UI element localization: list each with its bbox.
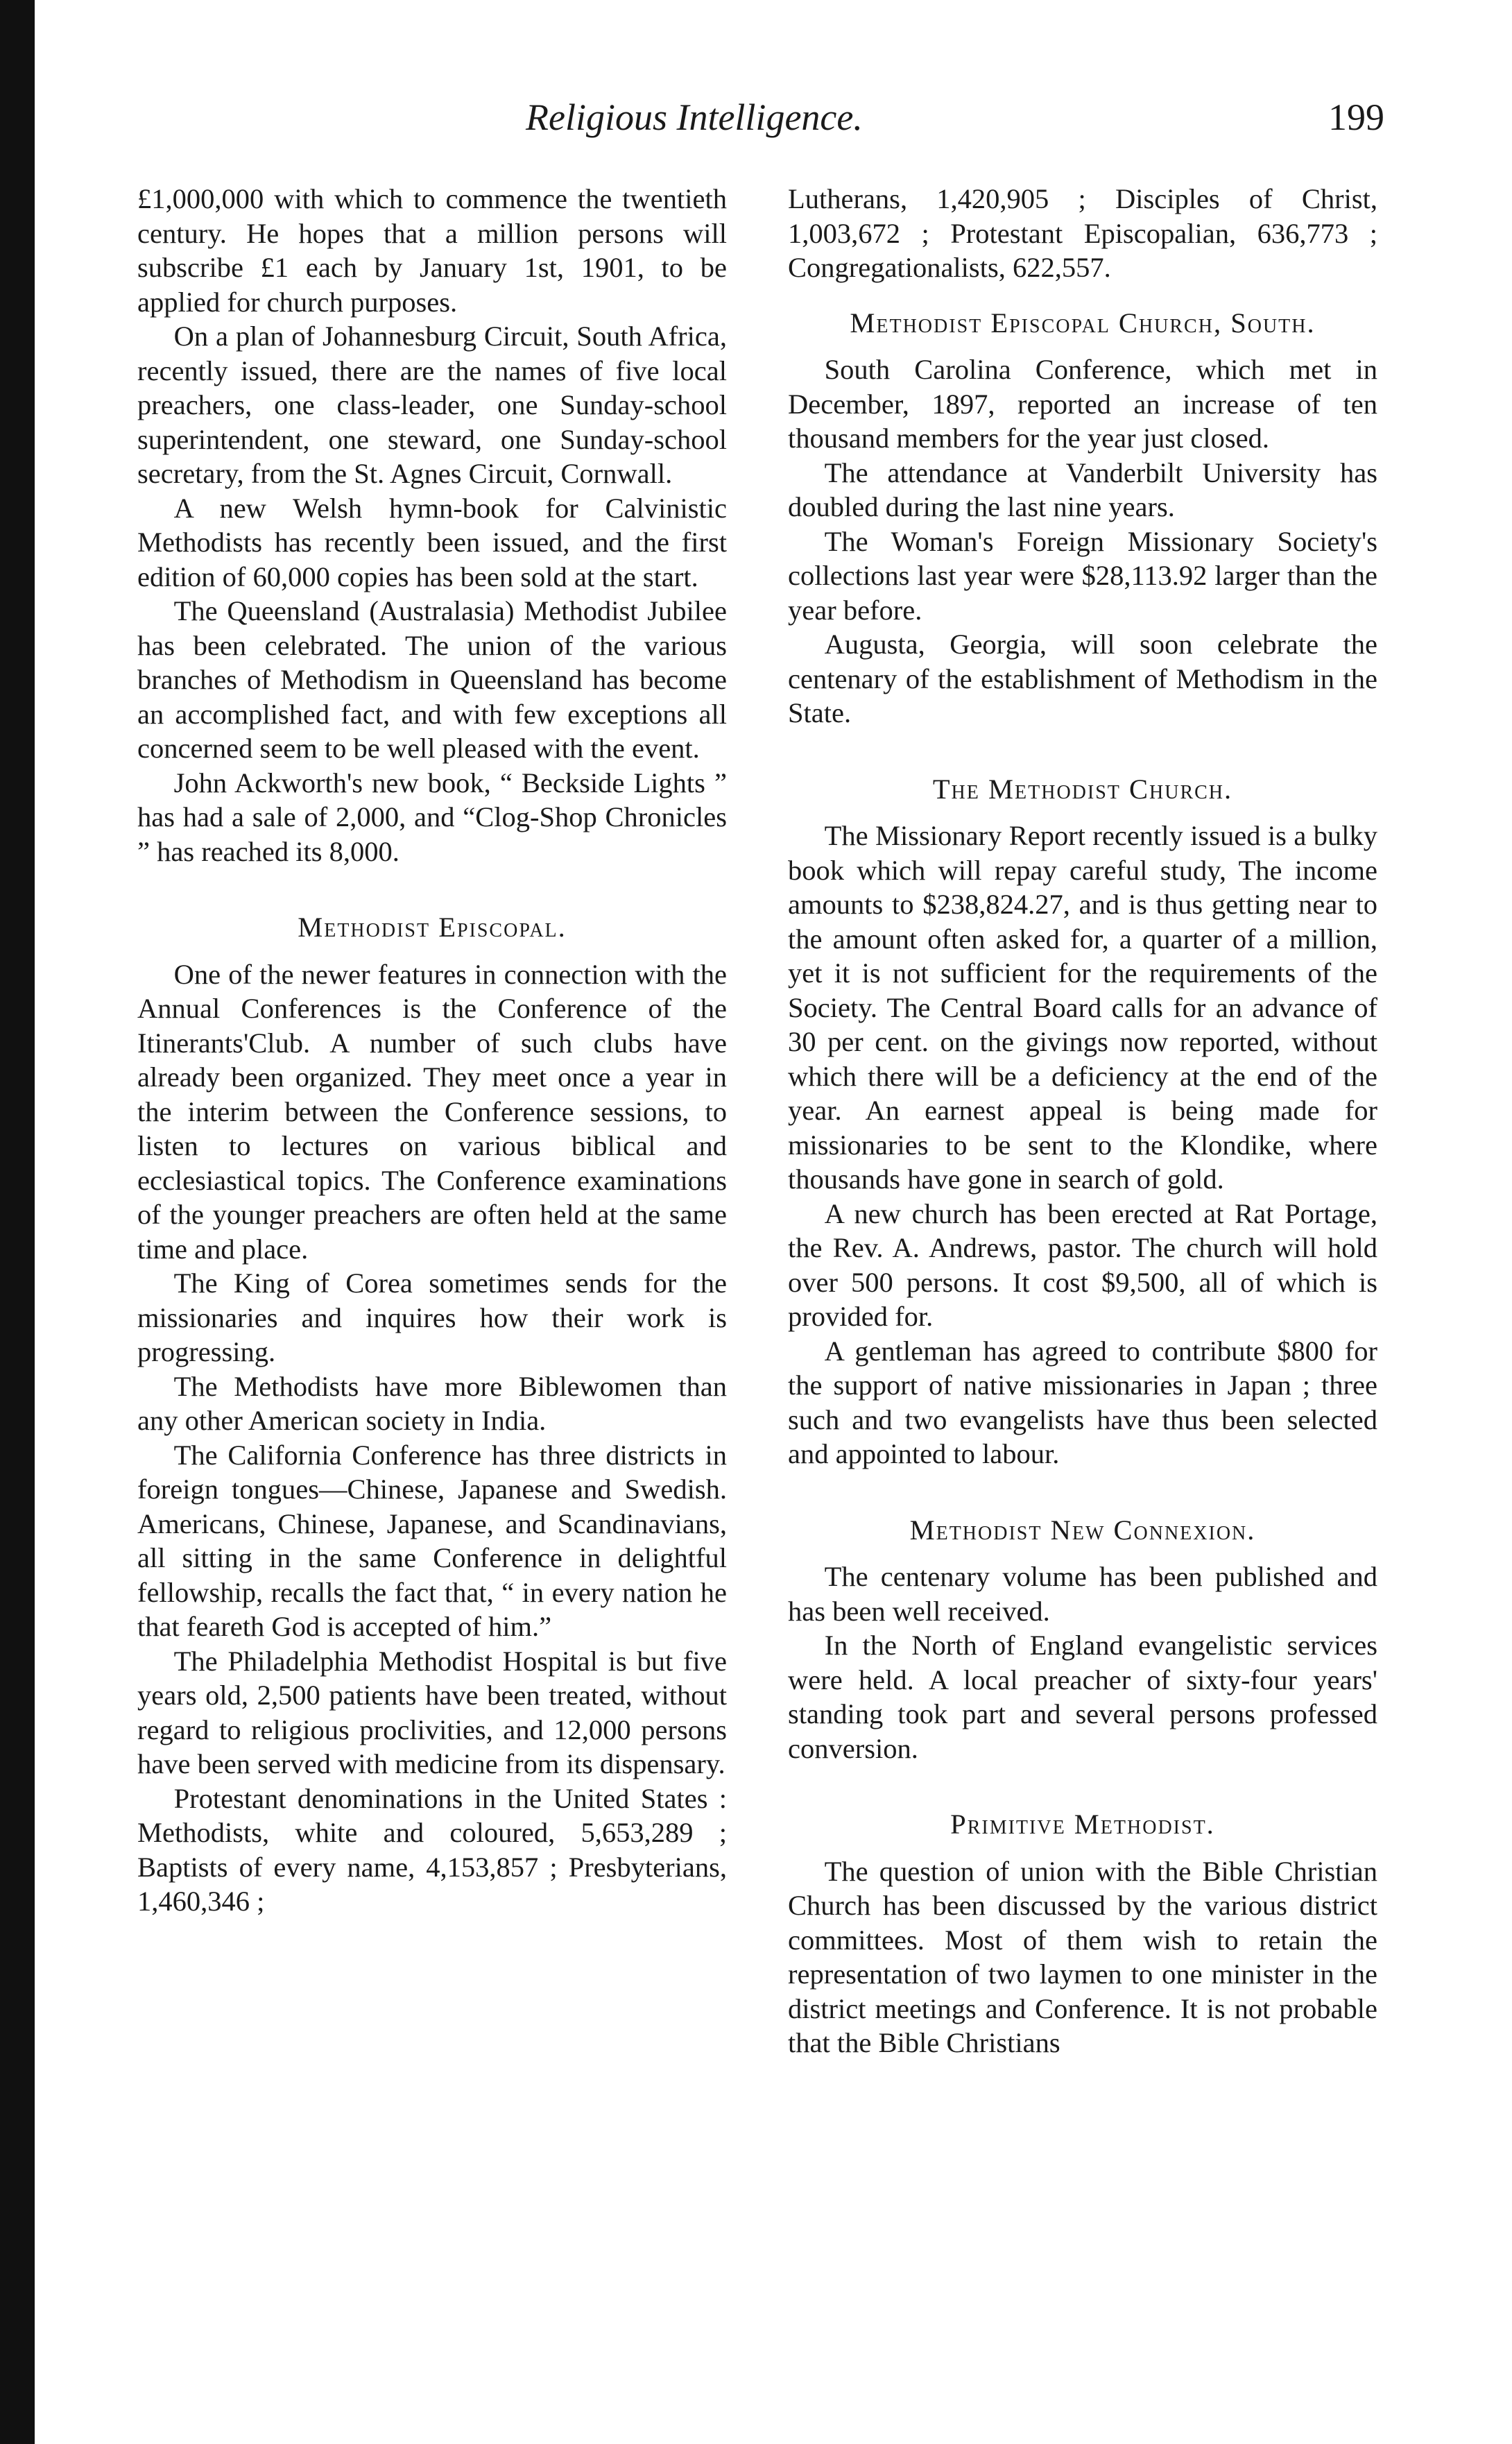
paragraph: A new Welsh hymn-book for Calvinistic Methodists has recently been issued, and the first edition of 60,000 copies has been sold at the start. [137, 492, 727, 592]
page-header [0, 96, 1512, 151]
paragraph: Lutherans, 1,420,905 ; Disciples of Christ, 1,003,672 ; Protestant Episcopalian, 636,773 ; Congregationalists, 622,557. [788, 183, 1377, 283]
paragraph: The Queensland (Australasia) Methodist Jubilee has been celebrated. The union of the various branches of Methodism in Queensland has become an accomplished fact, and with few exceptions all concerned seem to be well pleased with the event. [137, 595, 727, 764]
paragraph: John Ackworth's new book, “ Beckside Lights ” has had a sale of 2,000, and “Clog-Shop Chronicles ” has reached its 8,000. [137, 767, 727, 867]
paragraph: The Philadelphia Methodist Hospital is but five years old, 2,500 patients have been treated, without regard to religious proclivities, and 12,000 persons have been served with medicine from its dispensary. [137, 1645, 727, 1779]
binding-edge [0, 0, 35, 2444]
paragraph: Protestant denominations in the United States : Methodists, white and coloured, 5,653,289 ; Baptists of every name, 4,153,857 ; Presbyterians, 1,460,346 ; [137, 1782, 727, 1917]
paragraph: The question of union with the Bible Christian Church has been discussed by the various district committees. Most of them wish to retain the representation of two laymen to one minister in the district meetings and Conference. It is not probable that the Bible Christians [788, 1855, 1377, 2058]
paragraph: South Carolina Conference, which met in December, 1897, reported an increase of ten thousand members for the year just closed. [788, 354, 1377, 454]
paragraph: Augusta, Georgia, will soon celebrate the centenary of the establishment of Methodism in the State. [788, 629, 1377, 728]
paragraph: A new church has been erected at Rat Portage, the Rev. A. Andrews, pastor. The church will hold over 500 persons. It cost $9,500, all of which is provided for. [788, 1197, 1377, 1332]
paragraph: In the North of England evangelistic services were held. A local preacher of sixty-four years' standing took part and several persons professed conversion. [788, 1630, 1377, 1764]
paragraph: The attendance at Vanderbilt University has doubled during the last nine years. [788, 456, 1377, 522]
paragraph: A gentleman has agreed to contribute $800 for the support of native missionaries in Japan ; three such and two evangelists have thus been selected and appointed to labour. [788, 1335, 1377, 1469]
paragraph: The centenary volume has been published and has been well received. [788, 1561, 1377, 1627]
section-heading: The Methodist Church. [932, 773, 1233, 805]
paragraph: The Woman's Foreign Missionary Society's collections last year were $28,113.92 larger than the year before. [788, 525, 1377, 626]
paragraph: One of the newer features in connection with the Annual Conferences is the Conference of the Itinerants'Club. A number of such clubs have already been organized. They meet once a year in the interim between the Conference sessions, to listen to lectures on various biblical and ecclesiastical topics. The Conference examinations of the younger preachers are often held at the same time and place. [137, 958, 727, 1265]
left-column [137, 182, 727, 1919]
paragraph: The King of Corea sometimes sends for the missionaries and inquires how their work is progressing. [137, 1267, 727, 1367]
paragraph: The Missionary Report recently issued is a bulky book which will repay careful study, The income amounts to $238,824.27, and is thus getting near to the amount often asked for, a quarter of a million, yet it is not sufficient for the requirements of the Society. The Central Board calls for an advance of 30 per cent. on the givings now reported, without which there will be a deficiency at the end of the year. An earnest appeal is being made for missionaries to be sent to the Klondike, where thousands have gone in search of gold. [788, 820, 1377, 1195]
paragraph: The Methodists have more Biblewomen than any other American society in India. [137, 1370, 727, 1436]
section-heading: Methodist Episcopal. [298, 912, 567, 943]
paragraph: £1,000,000 with which to commence the twentieth century. He hopes that a million persons will subscribe £1 each by January 1st, 1901, to be applied for church purposes. [137, 183, 727, 318]
paragraph: The California Conference has three districts in foreign tongues—Chinese, Japanese and Swedish. Americans, Chinese, Japanese, and Scandinavians, all sitting in the same Conference in delightful fellowship, recalls the fact that, “ in every nation he that feareth God is accepted of him.” [137, 1439, 727, 1642]
right-column [788, 182, 1377, 2060]
section-heading: Methodist New Connexion. [909, 1514, 1256, 1546]
section-heading: Primitive Methodist. [950, 1809, 1215, 1840]
paragraph: On a plan of Johannesburg Circuit, South Africa, recently issued, there are the names of five local preachers, one class-leader, one Sunday-school superintendent, one steward, one Sunday-school secretary, from the St. Agnes Circuit, Cornwall. [137, 321, 727, 489]
section-heading: Methodist Episcopal Church, South. [850, 307, 1316, 339]
running-head: Religious Intelligence. [526, 96, 863, 138]
page-number: 199 [1328, 96, 1384, 138]
